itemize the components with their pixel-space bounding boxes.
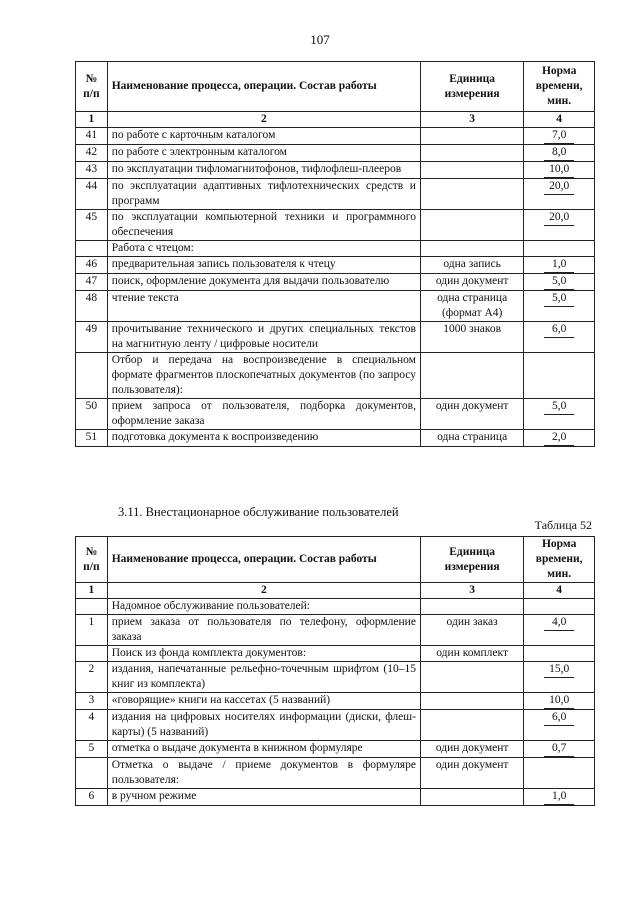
row-number: 6 <box>76 789 108 806</box>
row-norm: 4,0 <box>524 615 595 646</box>
row-number: 49 <box>76 322 108 353</box>
row-name: Надомное обслуживание пользователей: <box>107 599 420 615</box>
row-name: «говорящие» книги на кассетах (5 названий) <box>107 693 420 710</box>
row-unit <box>420 179 523 210</box>
col-number-4: 4 <box>524 583 595 599</box>
table-row <box>76 710 595 741</box>
col-number-4: 4 <box>524 112 595 128</box>
row-number <box>76 353 108 399</box>
row-norm: 20,0 <box>524 179 595 210</box>
row-name: издания на цифровых носителях информации (диски, флеш-карты) (5 названий) <box>107 710 420 741</box>
table-row <box>76 274 595 291</box>
row-norm <box>524 758 595 789</box>
table2-body <box>76 599 595 806</box>
outreach-table <box>75 536 595 806</box>
table-row <box>76 741 595 758</box>
table-row <box>76 162 595 179</box>
row-number <box>76 758 108 789</box>
row-name: прочитывание технического и других специальных текстов на магнитную ленту / цифровые носители <box>107 322 420 353</box>
row-name: по эксплуатации тифломагнитофонов, тифлофлеш-плееров <box>107 162 420 179</box>
row-name: прием запроса от пользователя, подборка документов, оформление заказа <box>107 399 420 430</box>
row-norm: 20,0 <box>524 210 595 241</box>
row-unit: один документ <box>420 274 523 291</box>
table-row <box>76 145 595 162</box>
table-row <box>76 353 595 399</box>
row-unit: один заказ <box>420 615 523 646</box>
row-name: предварительная запись пользователя к чтецу <box>107 257 420 274</box>
row-norm: 6,0 <box>524 322 595 353</box>
table1-body <box>76 128 595 447</box>
table-row <box>76 399 595 430</box>
row-norm: 5,0 <box>524 274 595 291</box>
row-number: 42 <box>76 145 108 162</box>
header-name: Наименование процесса, операции. Состав работы <box>107 537 420 583</box>
row-number: 41 <box>76 128 108 145</box>
row-name: подготовка документа к воспроизведению <box>107 430 420 447</box>
section-title: 3.11. Внестационарное обслуживание пользователей <box>118 505 399 519</box>
table-row <box>76 210 595 241</box>
col-number-2: 2 <box>107 583 420 599</box>
row-norm <box>524 646 595 662</box>
row-unit: один документ <box>420 741 523 758</box>
row-norm: 2,0 <box>524 430 595 447</box>
col-number-1: 1 <box>76 583 108 599</box>
table-row <box>76 599 595 615</box>
row-norm: 0,7 <box>524 741 595 758</box>
row-name: по эксплуатации адаптивных тифлотехнических средств и программ <box>107 179 420 210</box>
row-name: отметка о выдаче документа в книжном формуляре <box>107 741 420 758</box>
header-num: № п/п <box>76 62 108 112</box>
table-row <box>76 179 595 210</box>
norms-table-continued <box>75 61 595 447</box>
row-name: в ручном режиме <box>107 789 420 806</box>
table-row <box>76 430 595 447</box>
col-number-2: 2 <box>107 112 420 128</box>
row-norm: 8,0 <box>524 145 595 162</box>
row-number: 48 <box>76 291 108 322</box>
row-norm: 1,0 <box>524 257 595 274</box>
row-number: 47 <box>76 274 108 291</box>
table-row <box>76 291 595 322</box>
row-number <box>76 599 108 615</box>
row-number <box>76 646 108 662</box>
row-number: 43 <box>76 162 108 179</box>
header-num: № п/п <box>76 537 108 583</box>
header-unit: Единица измерения <box>420 537 523 583</box>
row-norm <box>524 599 595 615</box>
row-number: 3 <box>76 693 108 710</box>
col-number-1: 1 <box>76 112 108 128</box>
row-name: чтение текста <box>107 291 420 322</box>
row-norm: 1,0 <box>524 789 595 806</box>
row-number: 4 <box>76 710 108 741</box>
header-norm: Норма времени, мин. <box>524 62 595 112</box>
row-name: Отметка о выдаче / приеме документов в формуляре пользователя: <box>107 758 420 789</box>
row-unit <box>420 662 523 693</box>
row-norm: 10,0 <box>524 162 595 179</box>
row-unit <box>420 145 523 162</box>
row-number: 44 <box>76 179 108 210</box>
row-norm: 5,0 <box>524 291 595 322</box>
row-unit <box>420 789 523 806</box>
row-norm <box>524 241 595 257</box>
row-norm: 15,0 <box>524 662 595 693</box>
row-number: 5 <box>76 741 108 758</box>
header-unit: Единица измерения <box>420 62 523 112</box>
row-name: Поиск из фонда комплекта документов: <box>107 646 420 662</box>
row-unit <box>420 710 523 741</box>
row-norm: 10,0 <box>524 693 595 710</box>
row-unit <box>420 599 523 615</box>
row-number: 50 <box>76 399 108 430</box>
row-unit <box>420 162 523 179</box>
row-unit: один комплект <box>420 646 523 662</box>
row-name: Отбор и передача на воспроизведение в специальном формате фрагментов плоскопечатных документов (по запросу пользователя): <box>107 353 420 399</box>
row-name: поиск, оформление документа для выдачи пользователю <box>107 274 420 291</box>
row-unit <box>420 353 523 399</box>
table-row <box>76 693 595 710</box>
table-row <box>76 241 595 257</box>
row-unit <box>420 128 523 145</box>
row-name: по эксплуатации компьютерной техники и программного обеспечения <box>107 210 420 241</box>
row-number <box>76 241 108 257</box>
table-label: Таблица 52 <box>534 518 592 532</box>
row-number: 51 <box>76 430 108 447</box>
table-row <box>76 662 595 693</box>
table-row <box>76 257 595 274</box>
row-name: Работа с чтецом: <box>107 241 420 257</box>
table-row <box>76 615 595 646</box>
row-unit: одна запись <box>420 257 523 274</box>
header-name: Наименование процесса, операции. Состав работы <box>107 62 420 112</box>
row-number: 45 <box>76 210 108 241</box>
row-norm: 6,0 <box>524 710 595 741</box>
row-name: издания, напечатанные рельефно-точечным шрифтом (10–15 книг из комплекта) <box>107 662 420 693</box>
row-number: 2 <box>76 662 108 693</box>
row-norm <box>524 353 595 399</box>
table-row <box>76 789 595 806</box>
row-name: по работе с электронным каталогом <box>107 145 420 162</box>
row-unit: один документ <box>420 399 523 430</box>
row-unit: одна страница (формат А4) <box>420 291 523 322</box>
row-unit: одна страница <box>420 430 523 447</box>
row-unit <box>420 693 523 710</box>
row-unit: 1000 знаков <box>420 322 523 353</box>
row-name: по работе с карточным каталогом <box>107 128 420 145</box>
page-number: 107 <box>310 32 330 47</box>
row-unit <box>420 241 523 257</box>
row-number: 46 <box>76 257 108 274</box>
table-row <box>76 128 595 145</box>
col-number-3: 3 <box>420 112 523 128</box>
row-norm: 7,0 <box>524 128 595 145</box>
row-number: 1 <box>76 615 108 646</box>
row-unit: один документ <box>420 758 523 789</box>
row-name: прием заказа от пользователя по телефону, оформление заказа <box>107 615 420 646</box>
table-row <box>76 646 595 662</box>
row-unit <box>420 210 523 241</box>
table-row <box>76 322 595 353</box>
header-norm: Норма времени, мин. <box>524 537 595 583</box>
col-number-3: 3 <box>420 583 523 599</box>
row-norm: 5,0 <box>524 399 595 430</box>
table-row <box>76 758 595 789</box>
